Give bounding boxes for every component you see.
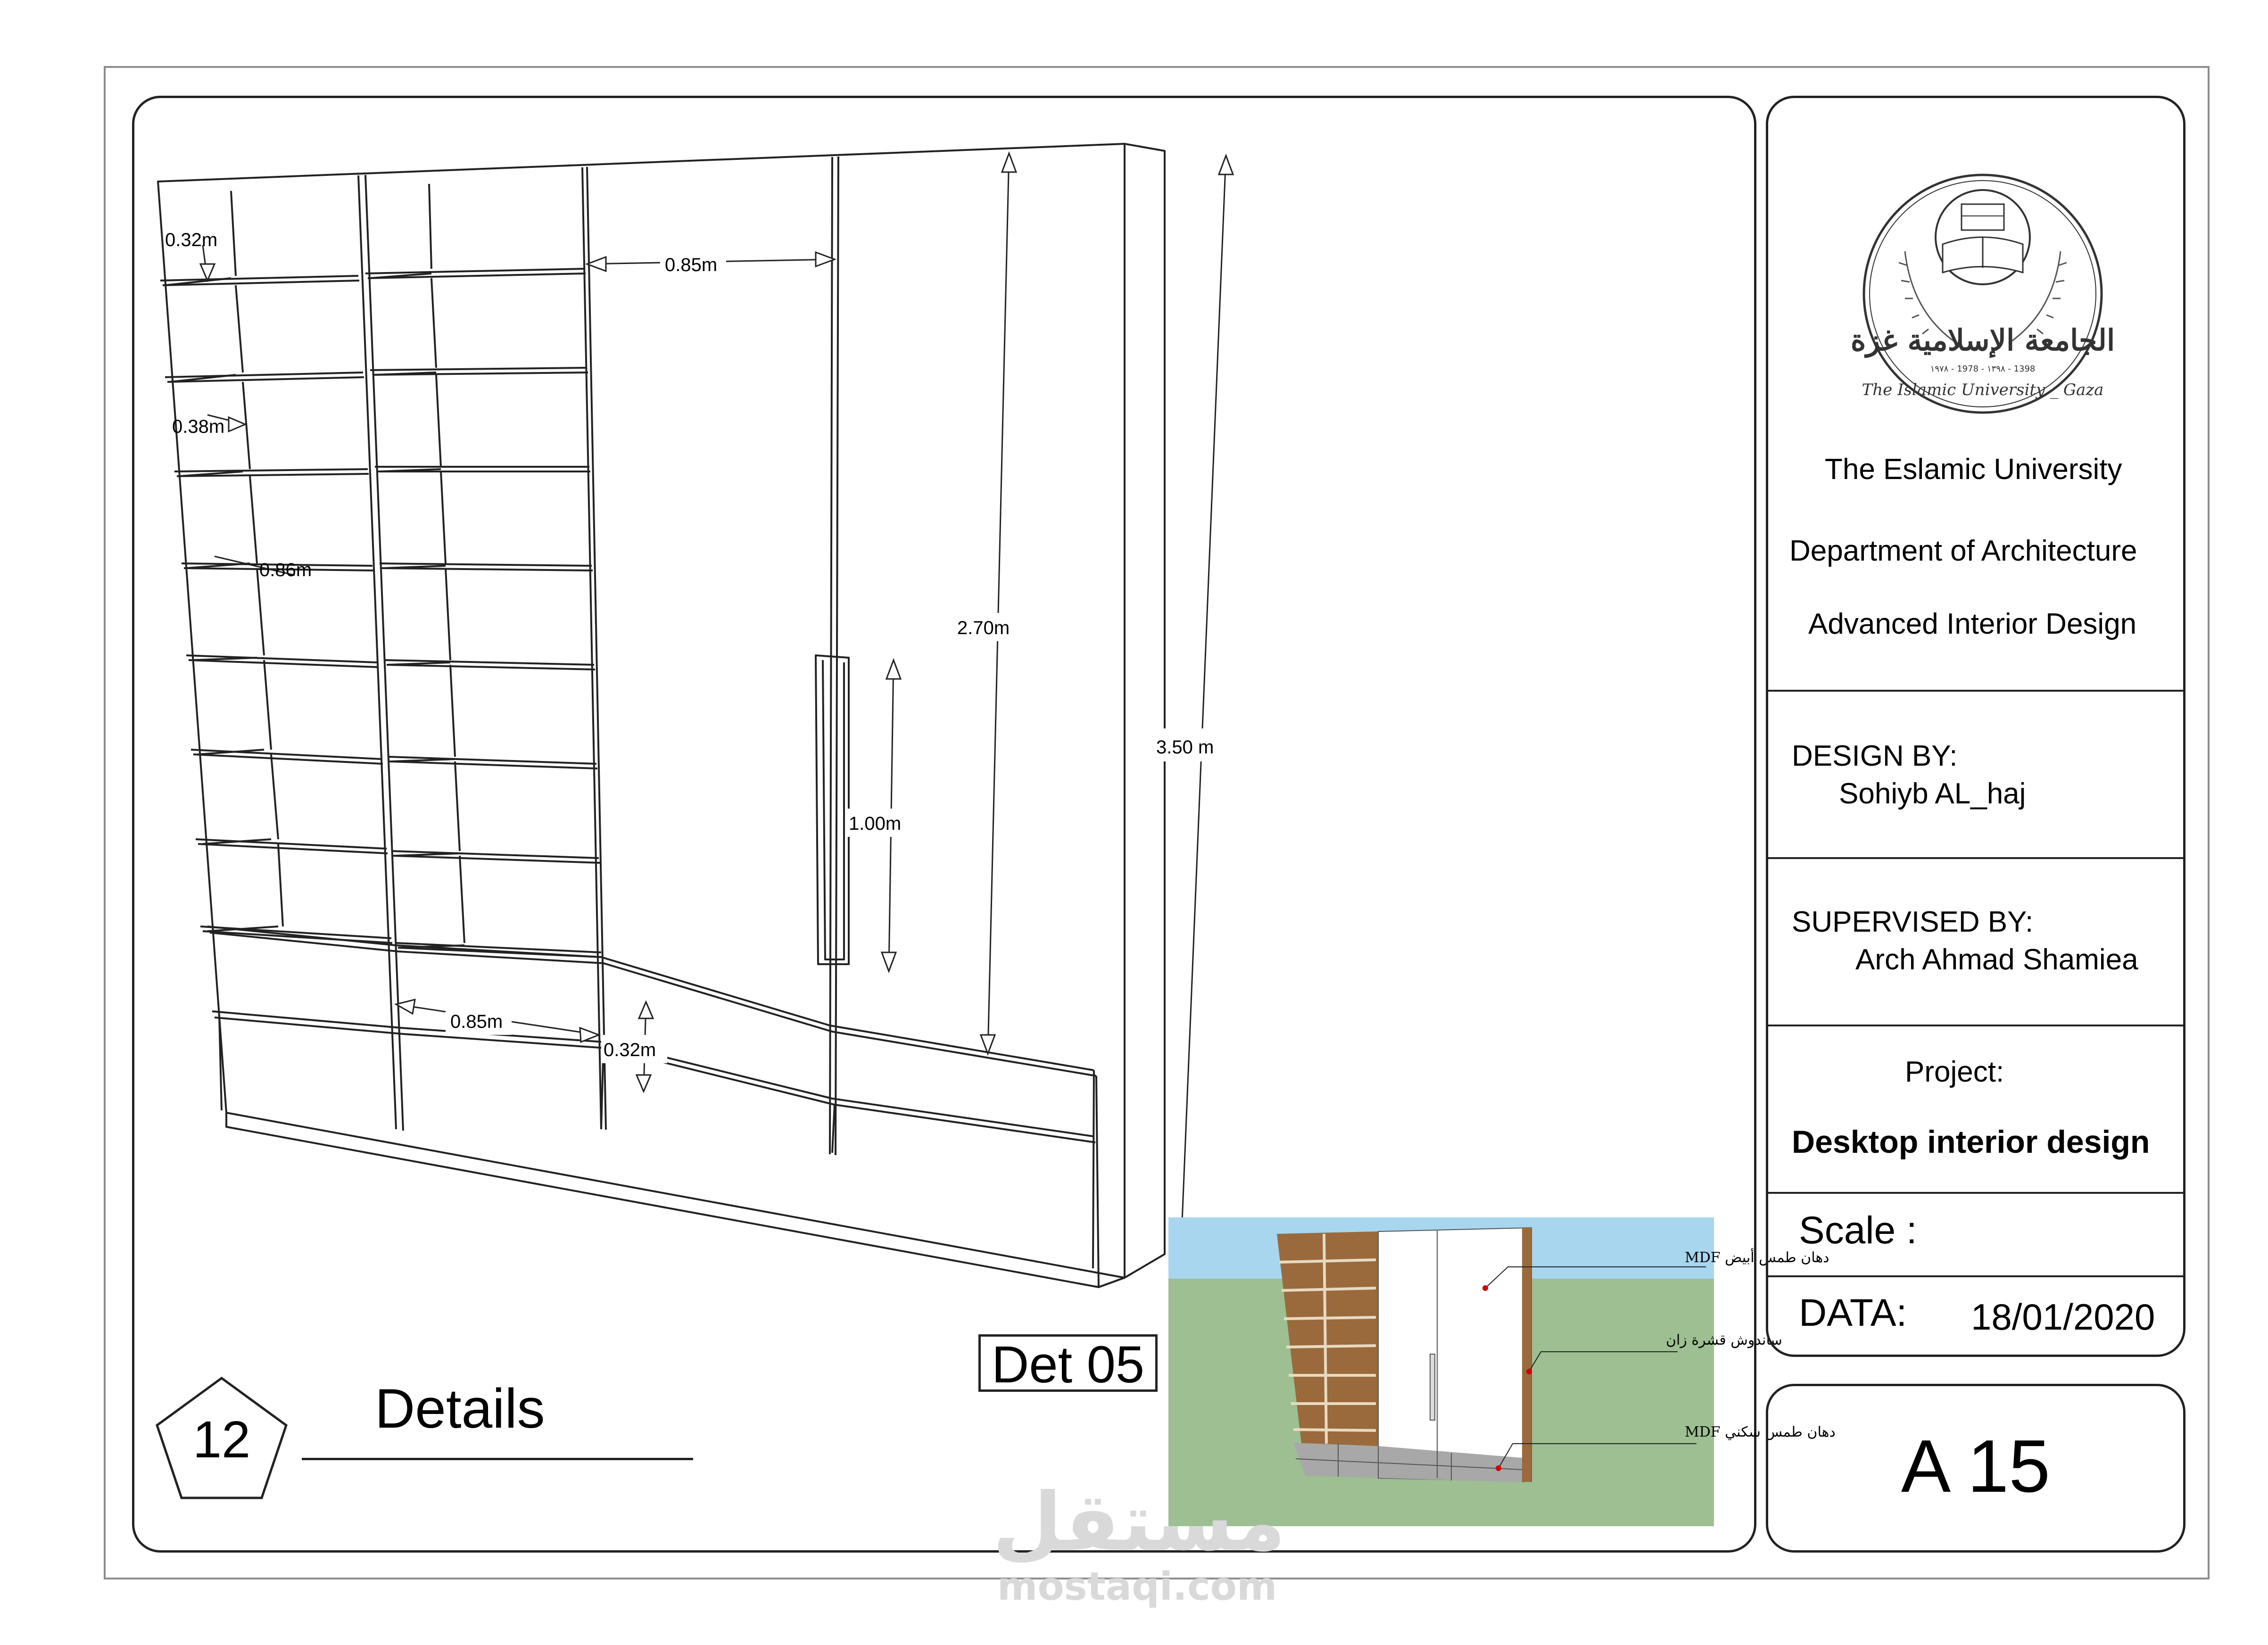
title-block	[1766, 96, 2185, 1357]
drawer-section	[207, 926, 1099, 1287]
design-by-label: DESIGN BY:	[1792, 740, 1958, 772]
detail-tag-text: Det 05	[991, 1336, 1145, 1394]
sheet-caption: Details	[375, 1378, 545, 1440]
dim-door-width: 0.85m	[665, 255, 718, 275]
logo-arabic-text: الجامعة الإسلامية غزة	[1850, 323, 2115, 357]
logo-english-text: The Islamic University _ Gaza	[1862, 380, 2104, 399]
project-name: Desktop interior design	[1792, 1124, 2150, 1160]
cabinet-front-outline	[158, 144, 1125, 1278]
dim-shelf-width: 0.86m	[259, 560, 312, 580]
shelving-column-right	[365, 184, 602, 957]
label-grey-mdf: دهان طمس سكني MDF	[1685, 1424, 1836, 1440]
tb-divider	[1768, 1025, 2183, 1026]
sheet-code: A 15	[1901, 1425, 2051, 1508]
supervised-by-label: SUPERVISED BY:	[1792, 906, 2034, 938]
date-label: DATA:	[1799, 1291, 1907, 1334]
dim-shelf-depth: 0.38m	[172, 416, 225, 437]
university-name: The Eslamic University	[1825, 453, 2122, 486]
dim-door-height: 2.70m	[957, 618, 1010, 638]
cabinet-side-panel	[1125, 144, 1165, 1278]
label-beech-veneer: ساندوش قشرة زان	[1666, 1332, 1782, 1348]
tb-divider	[1768, 690, 2183, 692]
detail-tag-box	[978, 1334, 1158, 1392]
dim-shelf-height: 0.32m	[165, 230, 218, 250]
scale-label: Scale :	[1799, 1209, 1917, 1252]
label-white-mdf: دهان طمس أبيض MDF	[1685, 1249, 1829, 1266]
university-seal-logo	[1850, 171, 2115, 416]
dim-handle-length: 1.00m	[849, 813, 902, 834]
logo-years: ١٩٧٨ - 1978 - ١٣٩٨ - 1398	[1930, 364, 2036, 374]
design-by-name: Sohiyb AL_haj	[1839, 777, 2026, 810]
cabinet-plinth	[226, 1113, 1125, 1287]
tb-divider	[1768, 1275, 2183, 1277]
dim-drawer-height: 0.32m	[604, 1040, 656, 1060]
sheet-number: 12	[192, 1411, 251, 1469]
tb-divider	[1768, 1192, 2183, 1194]
project-label: Project:	[1905, 1056, 2004, 1088]
department-name: Department of Architecture	[1789, 535, 2137, 567]
watermark-arabic: مستقل	[993, 1476, 1286, 1569]
supervised-by-name: Arch Ahmad Shamiea	[1855, 943, 2138, 976]
watermark-latin: mostaqi.com	[997, 1564, 1277, 1609]
caption-underline	[302, 1458, 693, 1460]
sheet-code-box	[1766, 1384, 2185, 1553]
date-value: 18/01/2020	[1971, 1296, 2155, 1338]
dim-total-height: 3.50 m	[1156, 737, 1214, 758]
tb-divider	[1768, 857, 2183, 859]
course-name: Advanced Interior Design	[1808, 608, 2137, 640]
dim-drawer-width: 0.85m	[450, 1011, 503, 1032]
